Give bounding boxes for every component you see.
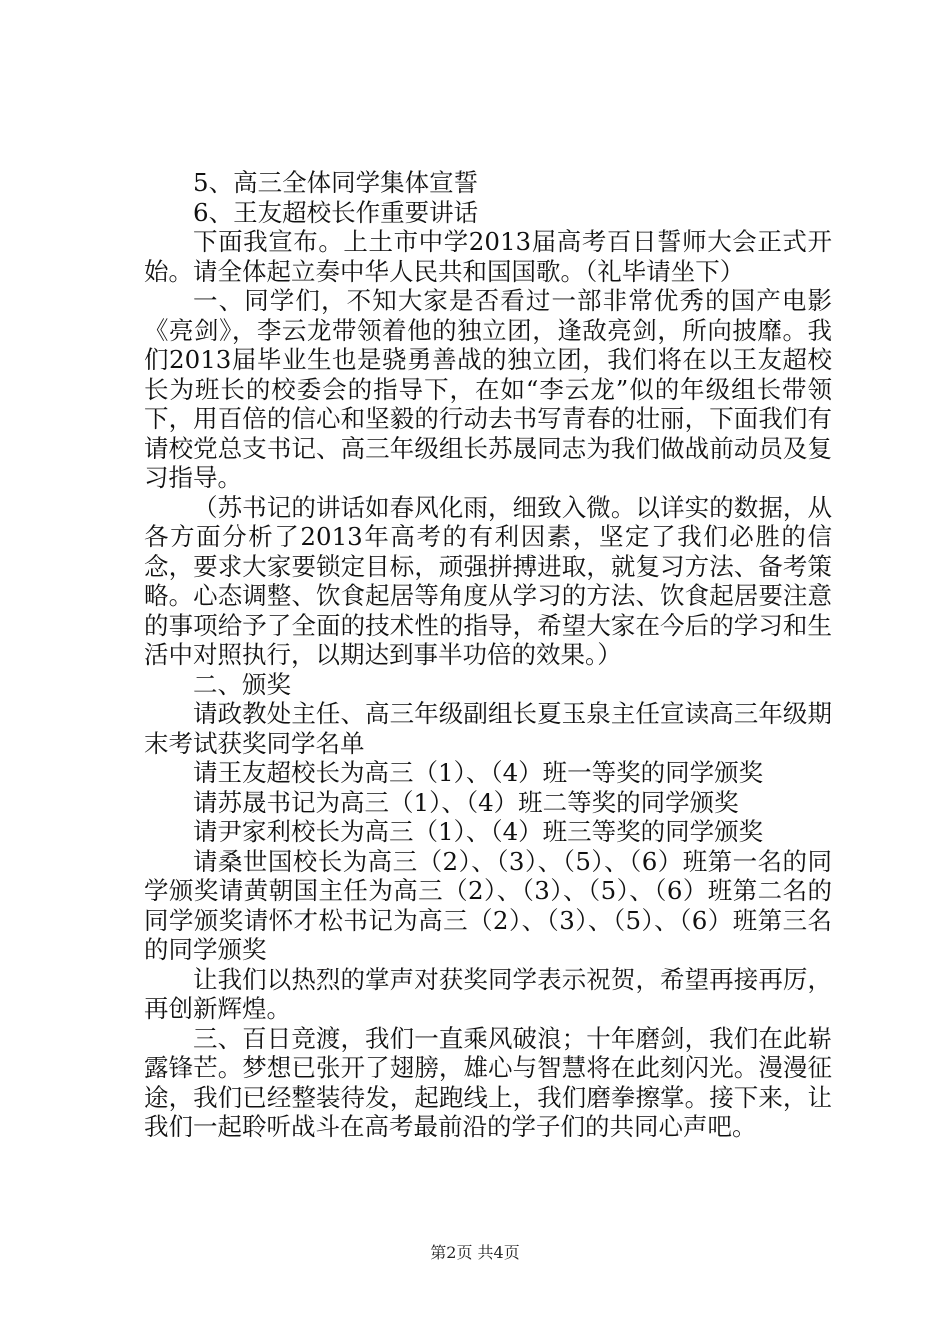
paragraph-first-prize: 请王友超校长为高三（1）、（4）班一等奖的同学颁奖 (193, 758, 764, 787)
paragraph-section-one: 一、同学们，不知大家是否看过一部非常优秀的国产电影《亮剑》，李云龙带领着他的独立团，逢敌亮剑，所向披靡。我们2013届毕业生也是骁勇善战的独立团，我们将在以王友超校长为班长的校委会的指导下，在如“李云龙”似的年级组长带领下，用百倍的信心和坚毅的行动去书写青春的壮丽，下面我们有请校党总支书记、高三年级组长苏晟同志为我们做战前动员及复习指导。 (144, 286, 832, 492)
paragraph-class-awards: 请桑世国校长为高三（2）、（3）、（5）、（6）班第一名的同学颁奖请黄朝国主任为高三（2）、（3）、（5）、（6）班第二名的同学颁奖请怀才松书记为高三（2）、（3）、（5）、（6）班第三名的同学颁奖 (144, 846, 832, 964)
paragraph-section-three: 三、百日竞渡，我们一直乘风破浪；十年磨剑，我们在此崭露锋芒。梦想已张开了翅膀，雄心与智慧将在此刻闪光。漫漫征途，我们已经整装待发，起跑线上，我们磨拳擦掌。接下来，让我们一起聆听战斗在高考最前沿的学子们的共同心声吧。 (144, 1023, 832, 1141)
section-heading-awards: 二、颁奖 (193, 669, 291, 699)
page-number: 第2页 共4页 (430, 1243, 520, 1262)
paragraph-principal-speech: 6、王友超校长作重要讲话 (193, 197, 479, 227)
paragraph-third-prize: 请尹家利校长为高三（1）、（4）班三等奖的同学颁奖 (193, 817, 764, 846)
document-body (144, 168, 832, 1142)
paragraph-speech-summary: （苏书记的讲话如春风化雨，细致入微。以详实的数据，从各方面分析了2013年高考的有利因素，坚定了我们必胜的信念，要求大家要锁定目标，顽强拼搏进取，就复习方法、备考策略。心态调整、饮食起居等角度从学习的方法、饮食起居要注意的事项给予了全面的技术性的指导，希望大家在今后的学习和生活中对照执行，以期达到事半功倍的效果。） (144, 492, 832, 669)
paragraph-award-list-reading: 请政教处主任、高三年级副组长夏玉泉主任宣读高三年级期末考试获奖同学名单 (144, 699, 832, 758)
paragraph-oath: 5、高三全体同学集体宣誓 (193, 168, 479, 197)
paragraph-announcement: 下面我宣布。上土市中学2013届高考百日誓师大会正式开始。请全体起立奏中华人民共和国国歌。（礼毕请坐下） (144, 227, 832, 286)
paragraph-second-prize: 请苏晟书记为高三（1）、（4）班二等奖的同学颁奖 (193, 787, 739, 817)
paragraph-applause: 让我们以热烈的掌声对获奖同学表示祝贺，希望再接再厉，再创新辉煌。 (144, 964, 832, 1023)
